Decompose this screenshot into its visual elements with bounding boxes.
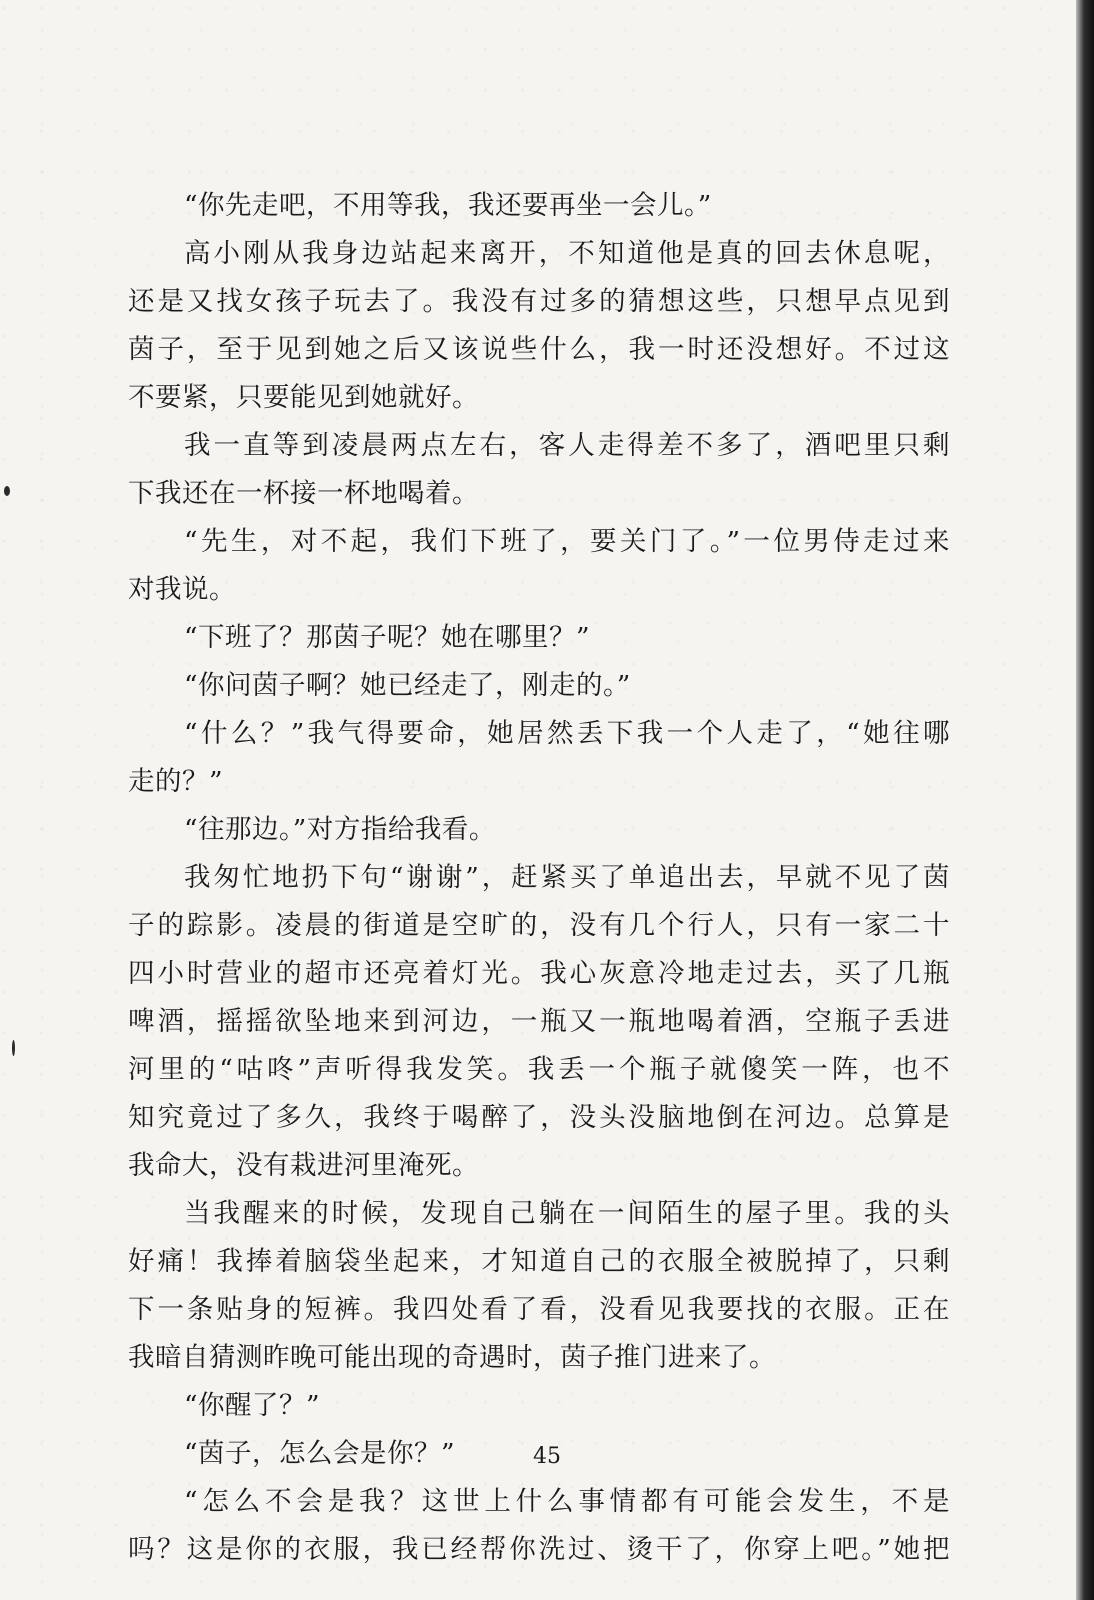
paragraph-6 [128, 662, 950, 710]
scan-speck [4, 486, 10, 496]
text-line: “先生，对不起，我们下班了，要关门了。”一位男侍走过来 [184, 526, 950, 557]
text-line: 我命大，没有栽进河里淹死。 [128, 1150, 479, 1181]
paragraph-13 [128, 1478, 950, 1574]
paragraph-5 [128, 614, 950, 662]
text-line: 走的？” [128, 766, 224, 797]
paragraph-2 [128, 230, 950, 422]
text-line: “你醒了？” [184, 1390, 321, 1421]
text-line: 我一直等到凌晨两点左右，客人走得差不多了，酒吧里只剩 [184, 430, 950, 461]
text-line: “你问茵子啊？她已经走了，刚走的。” [184, 670, 631, 701]
paragraph-7 [128, 710, 950, 806]
text-line: 我匆忙地扔下句“谢谢”，赶紧买了单追出去，早就不见了茵 [184, 862, 950, 893]
paragraph-11 [128, 1382, 950, 1430]
text-line: 河里的“咕咚”声听得我发笑。我丢一个瓶子就傻笑一阵，也不 [128, 1054, 950, 1085]
text-line: “茵子，怎么会是你？” [184, 1438, 456, 1469]
paragraph-3 [128, 422, 950, 518]
text-line: 啤酒，摇摇欲坠地来到河边，一瓶又一瓶地喝着酒，空瓶子丢进 [128, 1006, 950, 1037]
text-line: 对我说。 [128, 574, 236, 605]
text-line: 四小时营业的超市还亮着灯光。我心灰意冷地走过去，买了几瓶 [128, 958, 950, 989]
body-text [128, 182, 950, 1574]
text-line: 下一条贴身的短裤。我四处看了看，没看见我要找的衣服。正在 [128, 1294, 950, 1325]
text-line: “下班了？那茵子呢？她在哪里？” [184, 622, 591, 653]
text-line: 子的踪影。凌晨的街道是空旷的，没有几个行人，只有一家二十 [128, 910, 950, 941]
paragraph-4 [128, 518, 950, 614]
text-line: 下我还在一杯接一杯地喝着。 [128, 478, 479, 509]
text-line: 还是又找女孩子玩去了。我没有过多的猜想这些，只想早点见到 [128, 286, 950, 317]
paragraph-1 [128, 182, 950, 230]
text-line: “什么？”我气得要命，她居然丢下我一个人走了，“她往哪 [184, 718, 950, 749]
text-line: 知究竟过了多久，我终于喝醉了，没头没脑地倒在河边。总算是 [128, 1102, 950, 1133]
paragraph-10 [128, 1190, 950, 1382]
text-line: 吗？这是你的衣服，我已经帮你洗过、烫干了，你穿上吧。”她把 [128, 1534, 950, 1565]
text-line: “往那边。”对方指给我看。 [184, 814, 496, 845]
page-edge-shadow [1076, 0, 1094, 1600]
text-line: “你先走吧，不用等我，我还要再坐一会儿。” [184, 190, 712, 221]
text-line: 高小刚从我身边站起来离开，不知道他是真的回去休息呢， [184, 238, 950, 269]
text-line: 我暗自猜测昨晚可能出现的奇遇时，茵子推门进来了。 [128, 1342, 776, 1373]
page-number: 45 [533, 1444, 561, 1469]
paragraph-9 [128, 854, 950, 1190]
text-line: “怎么不会是我？这世上什么事情都有可能会发生，不是 [184, 1486, 950, 1517]
text-line: 当我醒来的时候，发现自己躺在一间陌生的屋子里。我的头 [184, 1198, 950, 1229]
text-line: 茵子，至于见到她之后又该说些什么，我一时还没想好。不过这 [128, 334, 950, 365]
scan-speck [12, 1040, 15, 1056]
text-line: 好痛！我捧着脑袋坐起来，才知道自己的衣服全被脱掉了，只剩 [128, 1246, 950, 1277]
paragraph-8 [128, 806, 950, 854]
text-line: 不要紧，只要能见到她就好。 [128, 382, 479, 413]
